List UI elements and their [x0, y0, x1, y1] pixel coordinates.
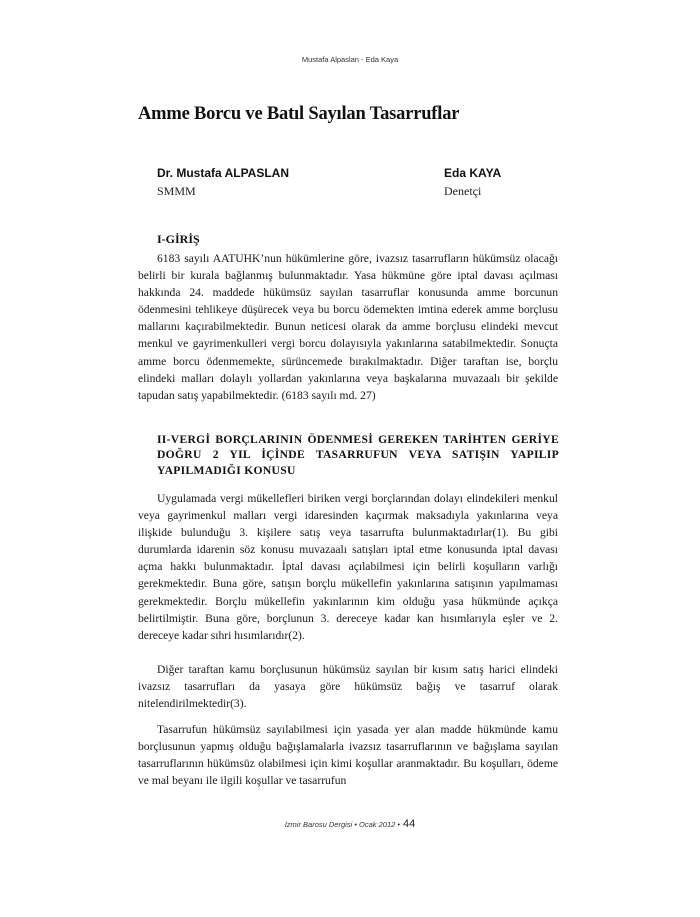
page-footer	[0, 818, 700, 830]
section2-paragraph-3	[138, 721, 558, 789]
paragraph: 6183 sayılı AATUHK’nun hükümlerine göre, ivazsız tasarrufların hükümsüz olacağı belirli bir kurala bağlanmış bulunmaktadır. Yasa hükmüne göre iptal davası açılması hakkında 24. maddede hükümsüz sayılan tasarruflar konusunda amme borcunun ödenmesini tehlikeye düşürecek veya bu borcu ödemekten imtina ederek amme borçlusu mallarını kaçırabilmektedir. Bunun neticesi olarak da amme borçlusu elindeki mevcut menkul ve gayrimenkulleri vergi borcu dolayısıyla yakınlarına satabilmektedir. Sonuçta amme borcu ödenmemekte, sürüncemede bırakılmaktadır. Diğer taraftan ise, borçlu elindeki malları dolaylı yollardan yakınlarına veya başkalarına muvazaalı bir şekilde tapudan satış yapabilmektedir. (6183 sayılı md. 27)	[138, 252, 558, 402]
author-name-2: Eda KAYA	[444, 166, 502, 180]
section-heading-tax-debts: II-VERGİ BORÇLARININ ÖDENMESİ GEREKEN TARİHTEN GERİYE DOĞRU 2 YIL İÇİNDE TASARRUFUN VEYA SATIŞIN YAPILIP YAPILMADIĞI KONUSU	[157, 433, 559, 477]
section-heading-introduction: I-GİRİŞ	[157, 232, 200, 246]
paragraph: Tasarrufun hükümsüz sayılabilmesi için yasada yer alan madde hükmünde kamu borçlusunun yapmış olduğu bağışlamalarla ivazsız tasarruflarının ve bağışlama sayılan tasarruflarının hükümsüz olabilmesi için kimi koşullar aranmaktadır. Bu koşulları, ödeme ve mal beyanı ile ilgili koşullar ve tasarrufun	[138, 723, 558, 788]
paragraph: Uygulamada vergi mükellefleri biriken vergi borçlarından dolayı elindekileri menkul veya gayrimenkul malları vergi idaresinden kaçırmak maksadıyla yakınlarına veya ilişkide bulunduğu 3. kişilere satış veya tasarrufta bulunmaktadırlar(1). Bu gibi durumlarda idarenin söz konusu muvazaalı satışları iptal etme konusunda iptal davası açma hakkı bulunmaktadır. İptal davası açılabilmesi için belirli koşulların varlığı gerekmektedir. Buna göre, satışın borçlu mükellefin yakınlarına satışının yapılmaması gerekmektedir. Borçlu mükellefin yakınlarının kim olduğu yasa hükmünde açıkça belirtilmiştir. Buna göre, borçlunun 3. dereceye kadar kan hısımlarıyla eşler ve 2. dereceye kadar sıhri hısımlarıdır(2).	[138, 492, 558, 642]
section2-paragraph-2	[138, 661, 558, 712]
running-head: Mustafa Alpaslan - Eda Kaya	[301, 55, 399, 64]
author-affiliation-1: SMMM	[157, 184, 196, 198]
author-affiliation-2: Denetçi	[444, 184, 482, 198]
author-name-1: Dr. Mustafa ALPASLAN	[157, 166, 290, 180]
introduction-paragraph	[138, 250, 558, 404]
journal-citation: İzmir Barosu Dergisi • Ocak 2012 •	[284, 820, 401, 829]
section2-paragraph-1	[138, 490, 558, 644]
page-number: 44	[403, 818, 416, 830]
paragraph: Diğer taraftan kamu borçlusunun hükümsüz sayılan bir kısım satış harici elindeki ivazsız tasarrufları da yasaya göre hükümsüz bağış ve tasarruf olarak nitelendirilmektedir(3).	[138, 663, 558, 711]
article-title: Amme Borcu ve Batıl Sayılan Tasarruflar	[138, 104, 460, 124]
